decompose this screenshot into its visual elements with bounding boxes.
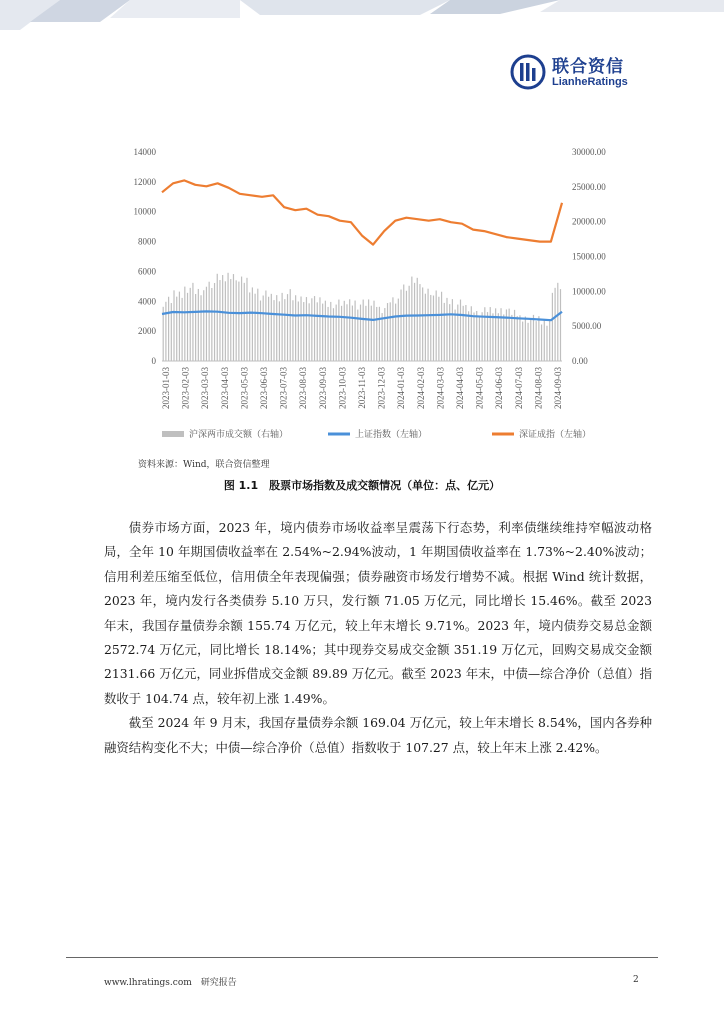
turnover-bar	[306, 297, 307, 361]
left-axis-tick-label: 4000	[138, 296, 156, 307]
turnover-bar	[373, 301, 374, 361]
x-axis-tick-label: 2024-05-03	[474, 367, 485, 409]
turnover-bar	[446, 298, 447, 361]
brand-name-cn: 联合资信	[552, 57, 624, 77]
turnover-bar	[271, 294, 272, 361]
header-decoration	[0, 0, 724, 30]
right-axis-tick-label: 25000.00	[572, 181, 606, 192]
turnover-bar	[198, 289, 199, 361]
left-axis-tick-label: 6000	[138, 266, 156, 277]
right-axis-tick-label: 20000.00	[572, 216, 606, 227]
x-axis-tick-label: 2024-07-03	[513, 367, 524, 409]
turnover-bar	[465, 305, 466, 361]
turnover-bar	[433, 296, 434, 361]
turnover-bar	[360, 305, 361, 361]
turnover-bar	[511, 315, 512, 361]
turnover-bar	[214, 283, 215, 361]
turnover-bar	[395, 304, 396, 361]
turnover-bar	[217, 274, 218, 361]
turnover-bar	[227, 273, 228, 361]
turnover-bar	[298, 302, 299, 361]
turnover-bar	[173, 290, 174, 361]
left-axis-tick-label: 2000	[138, 326, 156, 337]
turnover-bar	[533, 315, 534, 361]
turnover-bar	[390, 302, 391, 361]
turnover-bar	[503, 314, 504, 361]
turnover-bar	[457, 305, 458, 361]
left-axis-tick-label: 10000	[133, 206, 156, 217]
turnover-bar	[471, 306, 472, 361]
turnover-bar	[438, 297, 439, 361]
turnover-bar	[387, 303, 388, 361]
x-axis-tick-label: 2024-09-03	[553, 367, 563, 409]
turnover-bar	[482, 312, 483, 361]
turnover-bar	[422, 287, 423, 361]
turnover-bar	[273, 300, 274, 361]
x-axis-tick-label: 2023-04-03	[219, 367, 230, 409]
turnover-bar	[211, 288, 212, 361]
paragraph: 截至 2024 年 9 月末，我国存量债券余额 169.04 万亿元，较上年末增长 8.54%，国内各券种融资结构变化不大；中债—综合净价（总值）指数收于 107.27 点，较上年末上涨 2.42%。	[104, 715, 652, 755]
turnover-bar	[252, 287, 253, 361]
turnover-bar	[354, 301, 355, 361]
turnover-bar	[487, 312, 488, 361]
turnover-bar	[411, 277, 412, 361]
turnover-bar	[519, 315, 520, 361]
turnover-bar	[484, 307, 485, 361]
turnover-bar	[182, 298, 183, 361]
turnover-bar	[246, 278, 247, 361]
turnover-bar	[427, 289, 428, 361]
right-axis-tick-label: 15000.00	[572, 251, 606, 262]
footer-divider	[66, 957, 658, 958]
turnover-bar	[454, 310, 455, 361]
turnover-bar	[544, 319, 545, 361]
turnover-bar	[179, 292, 180, 361]
legend-swatch	[162, 431, 184, 437]
left-axis-tick-label: 0	[151, 356, 156, 366]
shanghai-index-line	[162, 311, 562, 320]
turnover-bar	[309, 303, 310, 361]
turnover-bar	[187, 293, 188, 361]
turnover-bar	[319, 297, 320, 361]
turnover-bar	[344, 301, 345, 361]
left-axis-tick-label: 12000	[133, 176, 156, 187]
turnover-bar	[365, 306, 366, 361]
turnover-bar	[522, 322, 523, 361]
turnover-bar	[382, 313, 383, 361]
right-axis-tick-label: 30000.00	[572, 147, 606, 157]
turnover-bar	[552, 293, 553, 361]
x-axis-tick-label: 2024-04-03	[455, 367, 465, 409]
turnover-bar	[419, 284, 420, 361]
turnover-bar	[554, 288, 555, 361]
turnover-bar	[225, 281, 226, 361]
turnover-bar	[441, 292, 442, 361]
figure-caption: 图 1.1 股票市场指数及成交额情况（单位：点、亿元）	[223, 479, 501, 492]
turnover-bar	[557, 283, 558, 361]
turnover-bar	[509, 309, 510, 361]
turnover-bar	[403, 285, 404, 361]
turnover-bar	[282, 293, 283, 361]
turnover-bar	[538, 316, 539, 361]
footer-site: www.lhratings.com 研究报告	[104, 978, 237, 988]
turnover-bar	[444, 303, 445, 361]
turnover-bar	[233, 274, 234, 361]
turnover-bar	[517, 316, 518, 361]
right-axis-tick-label: 10000.00	[572, 286, 606, 297]
x-axis-tick-label: 2023-08-03	[298, 367, 309, 409]
x-axis-tick-label: 2023-03-03	[200, 367, 211, 409]
turnover-bar	[384, 308, 385, 361]
turnover-bar	[409, 286, 410, 361]
turnover-bar	[276, 295, 277, 361]
shenzhen-index-line	[162, 180, 562, 244]
turnover-bar	[473, 313, 474, 361]
turnover-bar	[406, 291, 407, 361]
turnover-bar	[414, 283, 415, 361]
turnover-bar	[400, 290, 401, 361]
turnover-bar	[490, 307, 491, 361]
turnover-bar	[238, 282, 239, 361]
chart-source: 资料来源：Wind，联合资信整理	[138, 460, 270, 470]
turnover-bar	[249, 292, 250, 361]
turnover-bar	[436, 290, 437, 361]
brand-name-en: LianheRatings	[552, 76, 628, 88]
stock-market-chart	[110, 140, 630, 452]
turnover-bar	[330, 302, 331, 361]
turnover-bar	[349, 299, 350, 361]
body-text	[104, 516, 652, 760]
turnover-bar	[314, 296, 315, 361]
turnover-bar	[338, 300, 339, 361]
turnover-bar	[449, 304, 450, 361]
turnover-bar	[560, 289, 561, 361]
paragraph: 债券市场方面，2023 年，境内债券市场收益率呈震荡下行态势，利率债继续维持窄幅波动格局，全年 10 年期国债收益率在 2.54%~2.94%波动，1 年期国债收益率在 1.73%~2.40%波动；信用利差压缩至低位，信用债全年表现偏强；债券融资市场发行增势不减。根据 Wind 统计数据，2023 年，境内发行各类债券 5.10 万只，发行额 71.05 万亿元，同比增长 15.46%。截至 2023 年末，我国存量债券余额 155.74 万亿元，较上年末增长 9.71%。2023 年，境内债券交易总金额 2572.74 万亿元，同比增长 18.14%；其中现券交易成交金额 351.19 万亿元，回购交易成交金额 2131.66 万亿元，同业拆借成交金额 89.89 万亿元。截至 2023 年末，中债—综合净价（总值）指数收于 104.74 点，较年初上涨 1.49%。	[104, 520, 652, 706]
turnover-bar	[279, 301, 280, 361]
x-axis-tick-label: 2024-02-03	[415, 367, 426, 409]
turnover-bar	[244, 283, 245, 361]
turnover-bar	[341, 306, 342, 361]
turnover-bar	[295, 295, 296, 361]
turnover-bar	[303, 302, 304, 361]
turnover-bar	[284, 299, 285, 361]
turnover-bar	[287, 294, 288, 361]
x-axis-tick-label: 2024-06-03	[494, 367, 505, 409]
turnover-bar	[452, 299, 453, 361]
turnover-bar	[257, 289, 258, 361]
turnover-bar	[230, 279, 231, 361]
left-axis-tick-label: 14000	[133, 147, 156, 157]
turnover-bar	[311, 298, 312, 361]
x-axis-tick-label: 2023-02-03	[180, 367, 191, 409]
turnover-bar	[536, 321, 537, 361]
turnover-bar	[192, 283, 193, 361]
turnover-bar	[219, 280, 220, 361]
turnover-bar	[468, 311, 469, 361]
legend-label: 深证成指（左轴）	[519, 430, 592, 440]
turnover-bar	[165, 302, 166, 361]
turnover-bar	[190, 288, 191, 361]
right-axis-tick-label: 0.00	[572, 356, 588, 366]
turnover-bar	[200, 295, 201, 361]
turnover-bar	[492, 313, 493, 361]
x-axis-tick-label: 2023-12-03	[376, 367, 387, 409]
turnover-bar	[325, 301, 326, 361]
turnover-bar	[417, 278, 418, 361]
turnover-bar	[168, 297, 169, 361]
turnover-bar	[290, 289, 291, 361]
lianhe-logo-icon	[510, 54, 546, 90]
turnover-bar	[546, 326, 547, 361]
turnover-bar	[379, 307, 380, 361]
turnover-bar	[530, 320, 531, 361]
turnover-bar	[265, 290, 266, 361]
turnover-bar	[209, 282, 210, 361]
turnover-bar	[525, 317, 526, 361]
turnover-bar	[376, 307, 377, 361]
turnover-bar	[184, 287, 185, 361]
turnover-bar	[222, 275, 223, 361]
x-axis-tick-label: 2024-03-03	[435, 367, 446, 409]
turnover-bar	[206, 287, 207, 361]
x-axis-tick-label: 2024-01-03	[396, 367, 407, 409]
turnover-bar	[236, 280, 237, 361]
x-axis-tick-label: 2023-09-03	[317, 367, 328, 409]
x-axis-tick-label: 2023-11-03	[357, 367, 367, 409]
left-axis-tick-label: 8000	[138, 236, 156, 247]
turnover-bar	[541, 324, 542, 361]
turnover-bar	[322, 304, 323, 361]
x-axis-tick-label: 2023-01-03	[161, 367, 171, 409]
x-axis-tick-label: 2023-05-03	[239, 367, 250, 409]
turnover-bar	[430, 295, 431, 361]
turnover-bar	[300, 296, 301, 361]
turnover-bar	[352, 306, 353, 361]
turnover-bar	[317, 302, 318, 361]
turnover-bar	[500, 308, 501, 361]
turnover-bar	[498, 313, 499, 361]
turnover-bar	[327, 307, 328, 361]
legend-label: 上证指数（左轴）	[355, 430, 428, 440]
turnover-bar	[527, 323, 528, 361]
turnover-bar	[254, 294, 255, 361]
x-axis-tick-label: 2023-06-03	[259, 367, 269, 409]
turnover-bar	[203, 290, 204, 361]
page-number: 2	[633, 975, 639, 985]
turnover-bar	[292, 300, 293, 361]
turnover-bar	[346, 304, 347, 361]
brand-logo	[510, 52, 640, 92]
x-axis-tick-label: 2023-07-03	[278, 367, 289, 409]
turnover-bar	[263, 296, 264, 361]
turnover-bar	[260, 301, 261, 361]
turnover-bar	[549, 321, 550, 361]
turnover-bar	[476, 311, 477, 361]
turnover-bar	[241, 277, 242, 361]
right-axis-tick-label: 5000.00	[572, 321, 602, 332]
turnover-bar	[336, 305, 337, 361]
turnover-bar	[195, 294, 196, 361]
turnover-bar	[363, 300, 364, 361]
legend-label: 沪深两市成交额（右轴）	[189, 430, 289, 440]
x-axis-tick-label: 2024-08-03	[533, 367, 544, 409]
turnover-bar	[268, 297, 269, 361]
turnover-bar	[425, 294, 426, 361]
turnover-bar	[479, 317, 480, 361]
turnover-bar	[368, 299, 369, 361]
turnover-bar	[176, 297, 177, 361]
turnover-bar	[392, 297, 393, 361]
turnover-bar	[398, 299, 399, 361]
turnover-bar	[371, 306, 372, 361]
x-axis-tick-label: 2023-10-03	[337, 367, 348, 409]
turnover-bar	[460, 300, 461, 361]
